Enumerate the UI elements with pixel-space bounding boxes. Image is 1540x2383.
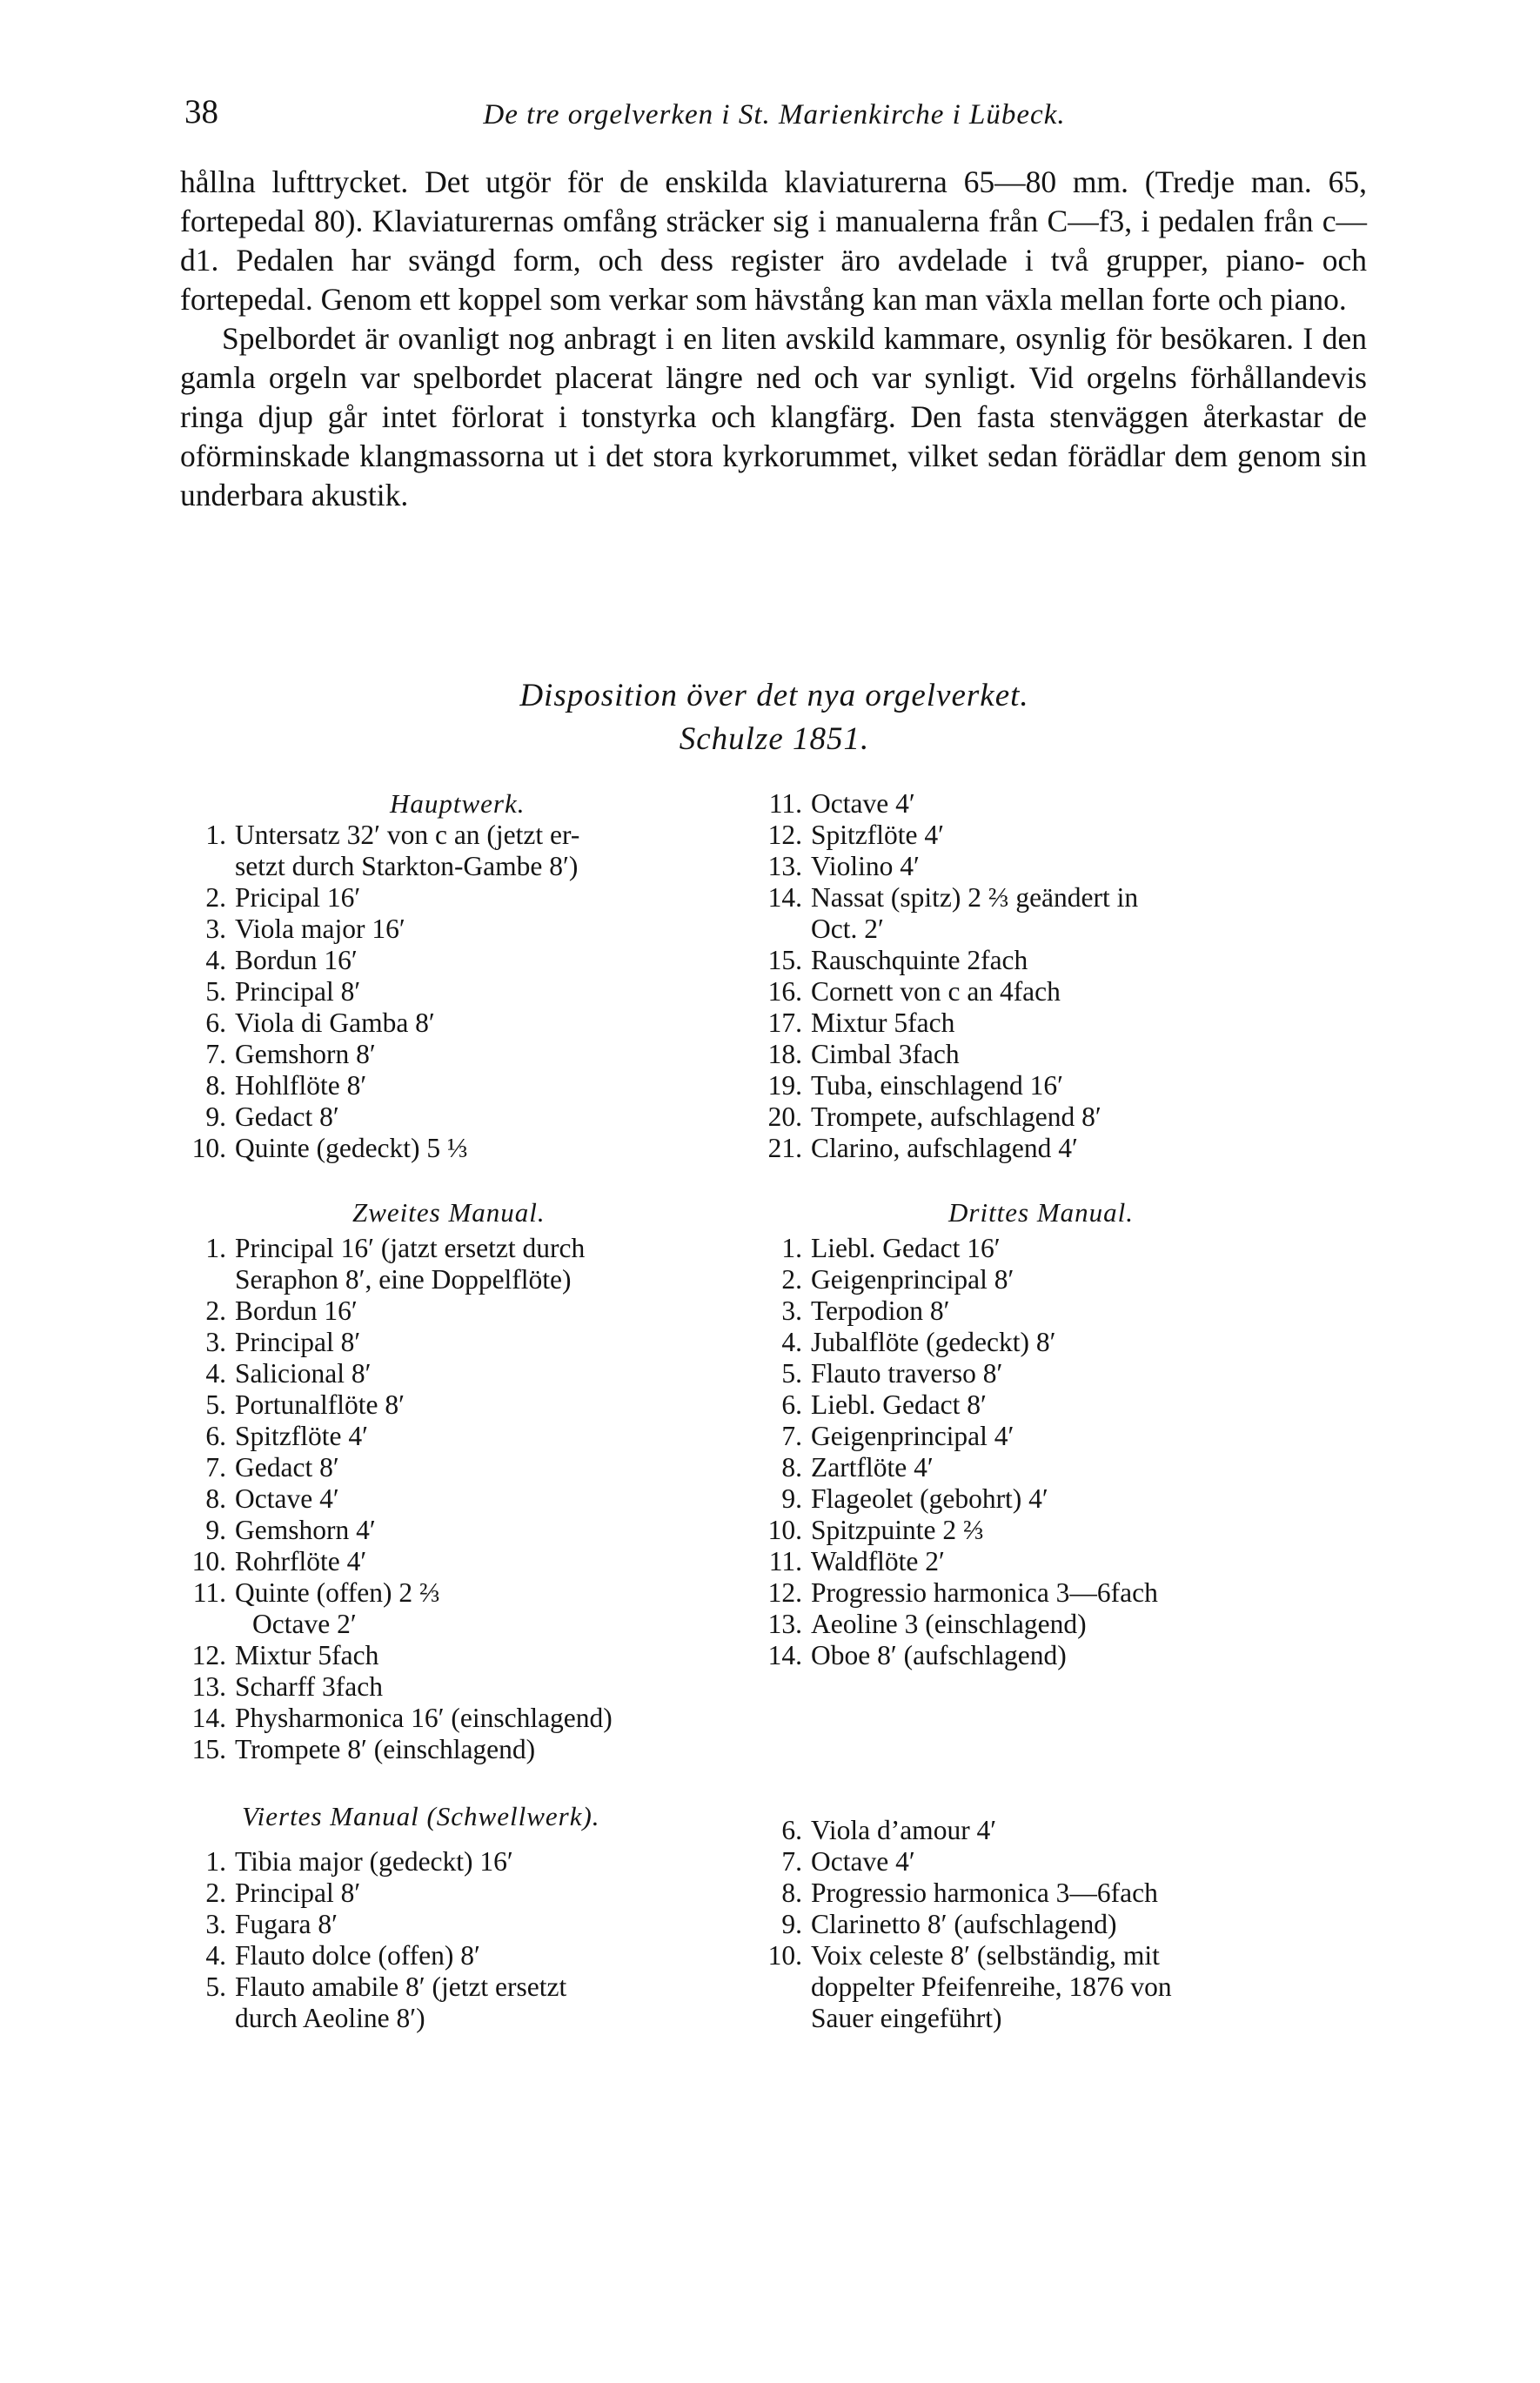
stop-entry [181,1327,790,1358]
stop-name: Quinte (offen) 2 ⅔ [235,1577,440,1608]
stop-name: Principal 16′ (jatzt ersetzt durch [235,1233,586,1263]
zweites-manual-heading: Zweites Manual. [352,1197,546,1228]
stop-entry [757,1264,1383,1295]
viertes-manual-heading: Viertes Manual (Schwellwerk). [242,1801,600,1831]
stop-number: 13. [767,1609,802,1639]
stop-name: Scharff 3fach [235,1671,383,1702]
stop-name: Portunalflöte 8′ [235,1389,405,1420]
stop-entry [181,976,790,1007]
stop-number: 12. [191,1640,226,1670]
stop-name: setzt durch Starkton-Gambe 8′) [235,851,579,881]
stop-name: Violino 4′ [811,851,920,881]
stop-entry [181,1264,790,1295]
stop-entry [181,1007,790,1039]
stop-number: 19. [767,1070,802,1101]
viertes-manual-stop-list-left [181,1846,790,2034]
stop-number: 5. [781,1358,802,1389]
stop-name: Waldflöte 2′ [811,1546,945,1576]
stop-entry [757,2003,1383,2034]
stop-name: Clarino, aufschlagend 4′ [811,1133,1078,1163]
stop-name: Cimbal 3fach [811,1039,960,1069]
stop-number: 4. [781,1327,802,1357]
stop-entry [757,1070,1383,1101]
stop-name: Oct. 2′ [811,914,884,944]
stop-number: 15. [191,1734,226,1764]
stop-number: 7. [781,1846,802,1877]
stop-number: 10. [767,1515,802,1545]
stop-number: 9. [205,1515,226,1545]
stop-number: 3. [781,1295,802,1326]
stop-entry [757,1909,1383,1940]
stop-entry [181,1133,790,1164]
stop-entry [757,1101,1383,1133]
stop-name: Octave 4′ [811,788,915,819]
stop-number: 10. [191,1546,226,1576]
stop-name: Gemshorn 4′ [235,1515,376,1545]
stop-name: Progressio harmonica 3—6fach [811,1878,1158,1908]
stop-entry [757,1327,1383,1358]
stop-name: Principal 8′ [235,976,361,1007]
stop-name: Mixtur 5fach [811,1007,955,1038]
stop-name: Voix celeste 8′ (selbständig, mit [811,1940,1160,1971]
stop-name: Liebl. Gedact 8′ [811,1389,987,1420]
stop-name: Zartflöte 4′ [811,1452,934,1483]
stop-entry [757,1546,1383,1577]
stop-entry [181,1703,790,1734]
stop-number: 16. [767,976,802,1007]
stop-name: Flageolet (gebohrt) 4′ [811,1483,1048,1514]
stop-entry [757,851,1383,882]
stop-name: Tibia major (gedeckt) 16′ [235,1846,513,1877]
stop-entry [181,1358,790,1389]
page-number: 38 [184,93,218,131]
stop-entry [757,1452,1383,1483]
stop-name: Pricipal 16′ [235,882,361,913]
stop-number: 13. [767,851,802,881]
stop-entry [181,1940,790,1971]
stop-number: 4. [205,1940,226,1971]
stop-entry [181,1233,790,1264]
stop-number: 8. [205,1483,226,1514]
stop-entry [757,914,1383,945]
stop-name: Spitzflöte 4′ [811,820,944,850]
stop-number: 6. [205,1421,226,1451]
stop-name: Clarinetto 8′ (aufschlagend) [811,1909,1117,1939]
stop-name: Flauto traverso 8′ [811,1358,1003,1389]
stop-name: Octave 4′ [235,1483,339,1514]
disposition-subtitle: Schulze 1851. [679,721,870,757]
hauptwerk-stop-list-right [757,788,1383,1164]
stop-name: Tuba, einschlagend 16′ [811,1070,1064,1101]
stop-number: 8. [781,1878,802,1908]
stop-name: Viola d’amour 4′ [811,1815,997,1845]
stop-number: 14. [191,1703,226,1733]
stop-name: Bordun 16′ [235,1295,358,1326]
stop-entry [181,1734,790,1765]
running-title: De tre orgelverken i St. Marienkirche i Lübeck. [483,99,1066,131]
stop-number: 9. [205,1101,226,1132]
stop-number: 10. [191,1133,226,1163]
stop-number: 2. [781,1264,802,1295]
stop-entry [757,1483,1383,1515]
stop-name: Rauschquinte 2fach [811,945,1028,975]
stop-entry [757,1640,1383,1671]
stop-entry [181,1609,790,1640]
stop-entry [757,820,1383,851]
stop-entry [757,788,1383,820]
stop-entry [757,1389,1383,1421]
stop-name: Hohlflöte 8′ [235,1070,367,1101]
stop-entry [181,1101,790,1133]
stop-entry [757,1007,1383,1039]
stop-name: Sauer eingeführt) [811,2003,1002,2033]
stop-number: 2. [205,1295,226,1326]
stop-number: 3. [205,914,226,944]
stop-name: Liebl. Gedact 16′ [811,1233,1001,1263]
disposition-title: Disposition över det nya orgelverket. [519,678,1029,713]
stop-name: Spitzflöte 4′ [235,1421,368,1451]
stop-name: Principal 8′ [235,1878,361,1908]
stop-name: Octave 2′ [252,1609,357,1639]
stop-name: Aeoline 3 (einschlagend) [811,1609,1087,1639]
stop-name: Jubalflöte (gedeckt) 8′ [811,1327,1056,1357]
zweites-manual-stop-list [181,1233,790,1765]
stop-number: 11. [768,1546,802,1576]
stop-entry [181,2003,790,2034]
stop-number: 3. [205,1909,226,1939]
stop-name: Principal 8′ [235,1327,361,1357]
stop-number: 3. [205,1327,226,1357]
stop-entry [757,1940,1383,1971]
stop-number: 6. [781,1389,802,1420]
stop-name: Seraphon 8′, eine Doppelflöte) [235,1264,572,1295]
stop-name: Untersatz 32′ von c an (jetzt er- [235,820,580,850]
stop-number: 10. [767,1940,802,1971]
stop-number: 12. [767,1577,802,1608]
stop-number: 15. [767,945,802,975]
stop-number: 1. [205,1233,226,1263]
stop-entry [181,1671,790,1703]
stop-number: 20. [767,1101,802,1132]
stop-name: durch Aeoline 8′) [235,2003,425,2033]
stop-name: Geigenprincipal 4′ [811,1421,1014,1451]
paragraph: hållna lufttrycket. Det utgör för de enskilda klaviaturerna 65—80 mm. (Tredje man. 65, fortepedal 80). Klaviaturernas omfång sträcker sig i manualerna från C—f3, i pedalen från c—d1. Pedalen har svängd form, och dess register äro avdelade i två grupper, piano- och fortepedal. Genom ett koppel som verkar som hävstång kan man växla mellan forte och piano. [180,164,1367,317]
stop-number: 7. [205,1452,226,1483]
stop-entry [757,976,1383,1007]
stop-entry [757,1878,1383,1909]
stop-entry [181,1070,790,1101]
stop-name: Terpodion 8′ [811,1295,950,1326]
stop-entry [757,1233,1383,1264]
stop-number: 1. [781,1233,802,1263]
stop-number: 2. [205,1878,226,1908]
stop-entry [181,1971,790,2003]
stop-number: 14. [767,882,802,913]
stop-number: 8. [781,1452,802,1483]
stop-name: Rohrflöte 4′ [235,1546,367,1576]
stop-number: 11. [192,1577,226,1608]
stop-entry [181,1389,790,1421]
hauptwerk-stop-list-left [181,820,790,1164]
stop-name: Nassat (spitz) 2 ⅔ geändert in [811,882,1139,913]
stop-entry [757,1609,1383,1640]
stop-number: 4. [205,945,226,975]
stop-name: Viola di Gamba 8′ [235,1007,435,1038]
stop-entry [757,1421,1383,1452]
stop-entry [181,1421,790,1452]
stop-number: 2. [205,882,226,913]
viertes-manual-stop-list-right [757,1815,1383,2034]
stop-entry [181,1577,790,1609]
stop-name: Physharmonica 16′ (einschlagend) [235,1703,613,1733]
stop-name: Cornett von c an 4fach [811,976,1061,1007]
stop-number: 9. [781,1909,802,1939]
stop-entry [181,1039,790,1070]
stop-entry [181,914,790,945]
stop-entry [181,882,790,914]
stop-number: 6. [205,1007,226,1038]
stop-entry [181,1515,790,1546]
stop-number: 6. [781,1815,802,1845]
stop-entry [181,820,790,851]
stop-number: 1. [205,1846,226,1877]
paragraph: Spelbordet är ovanligt nog anbragt i en liten avskild kammare, osynlig för besökaren. I den gamla orgeln var spelbordet placerat längre ned och var synligt. Vid orgelns förhållandevis ringa djup går intet förlorat i tonstyrka och klangfärg. Den fasta stenväggen återkastar de oförminskade klangmassorna ut i det stora kyrkorummet, vilket sedan förädlar dem genom sin underbara akustik. [180,321,1367,512]
body-text [180,163,1367,515]
stop-number: 11. [768,788,802,819]
stop-entry [181,1295,790,1327]
stop-entry [181,851,790,882]
stop-number: 18. [767,1039,802,1069]
stop-name: Gedact 8′ [235,1101,339,1132]
stop-number: 5. [205,1971,226,2002]
stop-entry [181,1640,790,1671]
stop-name: Octave 4′ [811,1846,915,1877]
stop-name: Trompete 8′ (einschlagend) [235,1734,536,1764]
stop-number: 17. [767,1007,802,1038]
stop-number: 12. [767,820,802,850]
stop-number: 1. [205,820,226,850]
hauptwerk-heading: Hauptwerk. [390,788,526,819]
stop-entry [181,1483,790,1515]
stop-name: Geigenprincipal 8′ [811,1264,1014,1295]
stop-name: Gemshorn 8′ [235,1039,376,1069]
stop-entry [757,1815,1383,1846]
stop-entry [757,1358,1383,1389]
stop-entry [181,1546,790,1577]
stop-entry [181,1452,790,1483]
stop-number: 5. [205,1389,226,1420]
stop-name: Oboe 8′ (aufschlagend) [811,1640,1067,1670]
stop-name: Spitzpuinte 2 ⅔ [811,1515,984,1545]
stop-entry [181,1878,790,1909]
stop-name: Bordun 16′ [235,945,358,975]
stop-number: 5. [205,976,226,1007]
stop-name: Gedact 8′ [235,1452,339,1483]
stop-entry [757,1133,1383,1164]
stop-name: Trompete, aufschlagend 8′ [811,1101,1101,1132]
stop-entry [757,1846,1383,1878]
stop-entry [181,1846,790,1878]
stop-entry [757,1577,1383,1609]
stop-number: 7. [205,1039,226,1069]
stop-entry [757,1295,1383,1327]
stop-name: Mixtur 5fach [235,1640,379,1670]
stop-name: Flauto dolce (offen) 8′ [235,1940,480,1971]
stop-number: 4. [205,1358,226,1389]
stop-number: 13. [191,1671,226,1702]
stop-entry [757,1039,1383,1070]
stop-name: doppelter Pfeifenreihe, 1876 von [811,1971,1172,2002]
stop-number: 9. [781,1483,802,1514]
stop-number: 21. [767,1133,802,1163]
stop-name: Flauto amabile 8′ (jetzt ersetzt [235,1971,567,2002]
stop-name: Fugara 8′ [235,1909,338,1939]
stop-entry [757,945,1383,976]
stop-entry [181,945,790,976]
stop-name: Salicional 8′ [235,1358,372,1389]
stop-entry [757,882,1383,914]
drittes-manual-stop-list [757,1233,1383,1671]
stop-name: Viola major 16′ [235,914,405,944]
stop-entry [757,1515,1383,1546]
stop-number: 7. [781,1421,802,1451]
stop-name: Quinte (gedeckt) 5 ⅓ [235,1133,468,1163]
stop-entry [181,1909,790,1940]
stop-entry [757,1971,1383,2003]
drittes-manual-heading: Drittes Manual. [948,1197,1135,1228]
stop-name: Progressio harmonica 3—6fach [811,1577,1158,1608]
stop-number: 8. [205,1070,226,1101]
stop-number: 14. [767,1640,802,1670]
